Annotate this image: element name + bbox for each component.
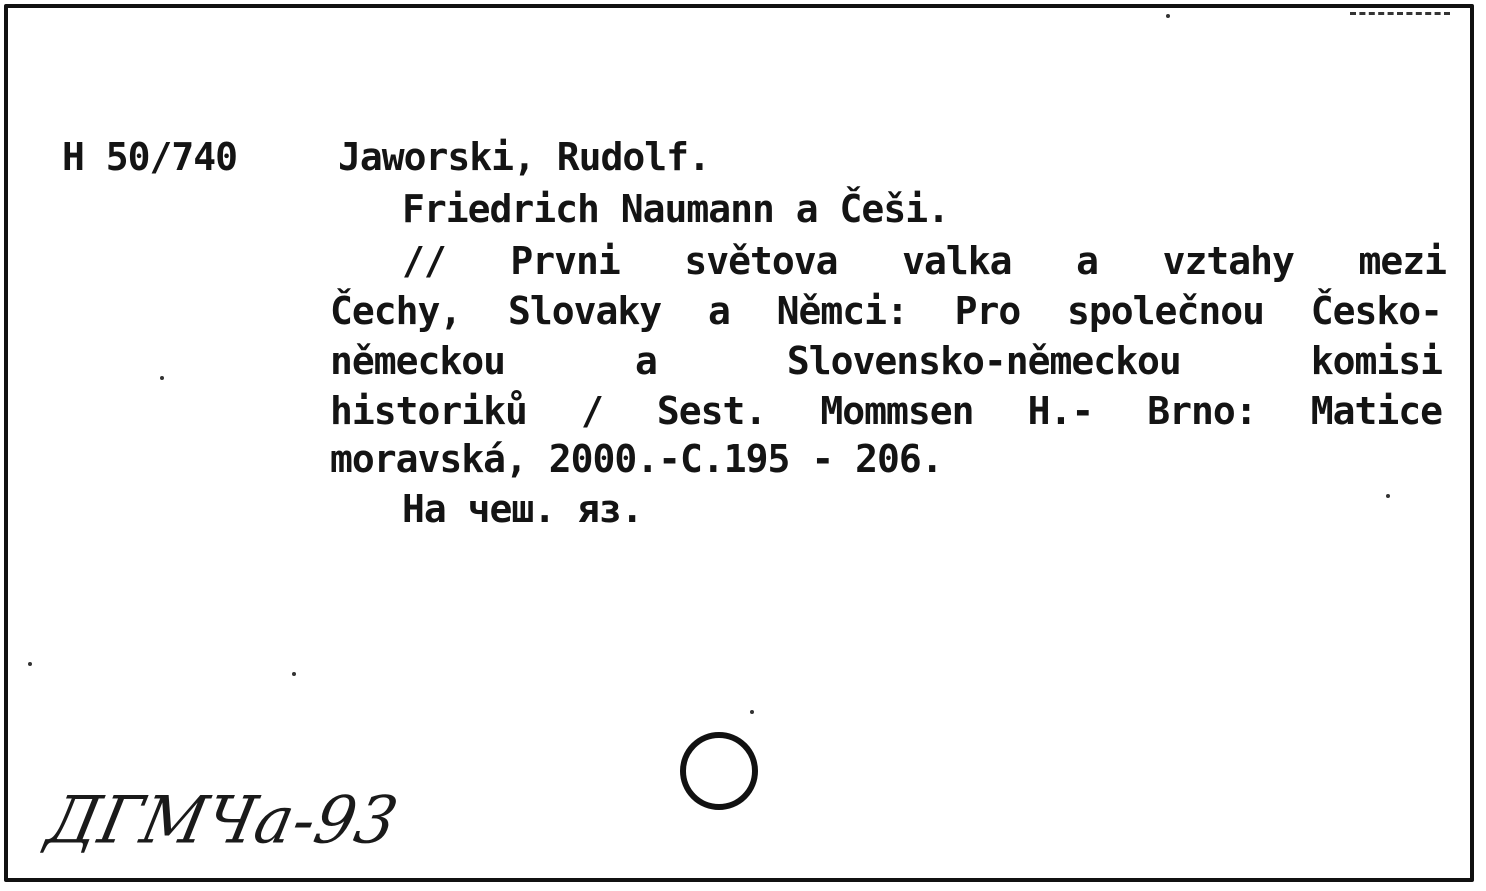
- description-line-4: historiků / Sest. Mommsen H.- Brno: Matice: [330, 389, 1442, 433]
- speck: [160, 376, 164, 380]
- description-line-3: německou a Slovensko-německou komisi: [330, 339, 1442, 383]
- punch-hole: [680, 732, 758, 810]
- corner-marks: [1350, 12, 1450, 19]
- description-line-1: // Prvni světova valka a vztahy mezi: [402, 239, 1446, 283]
- work-title: Friedrich Naumann a Češi.: [402, 187, 949, 231]
- speck: [292, 672, 296, 676]
- speck: [750, 710, 754, 714]
- speck: [28, 662, 32, 666]
- speck: [1166, 14, 1170, 18]
- description-line-2: Čechy, Slovaky a Němci: Pro společnou Česko-: [330, 289, 1442, 333]
- speck: [1386, 494, 1390, 498]
- author-name: Jaworski, Rudolf.: [338, 135, 710, 179]
- handwritten-code: ДГМЧа-93: [41, 781, 406, 859]
- description-line-5: moravská, 2000.-C.195 - 206.: [330, 437, 943, 481]
- call-number: H 50/740: [62, 135, 238, 179]
- language-note: На чеш. яз.: [402, 487, 643, 531]
